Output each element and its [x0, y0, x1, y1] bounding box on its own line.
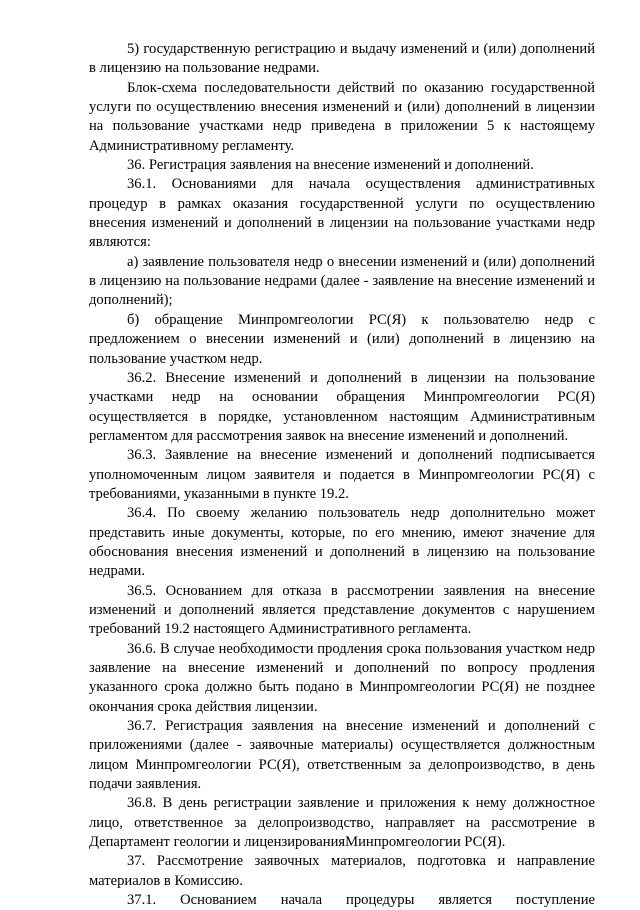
paragraph: 5) государственную регистрацию и выдачу изменений и (или) дополнений в лицензию на пользование недрами. [89, 41, 595, 77]
paragraph: 36.1. Основаниями для начала осуществления административных процедур в рамках оказания государственной услуги по осуществлению внесения изменений и дополнений в лицензии на пользование участками недр являются: [89, 176, 595, 251]
document-page [89, 40, 595, 910]
paragraph: 36.5. Основанием для отказа в рассмотрении заявления на внесение изменений и дополнений является представление документов с нарушением требований 19.2 настоящего Административного регламента. [89, 582, 595, 638]
paragraph: 36.4. По своему желанию пользователь недр дополнительно может представить иные документы, которые, по его мнению, имеют значение для обоснования внесения изменений и дополнений в лицензию на пользование недрами. [89, 505, 595, 580]
section-heading: 36. Регистрация заявления на внесение изменений и дополнений. [127, 157, 534, 174]
list-item: б) обращение Минпромгеологии РС(Я) к пользователю недр с предложением о внесении изменений и (или) дополнений в лицензию на пользование участком недр. [89, 311, 595, 367]
paragraph: 36.2. Внесение изменений и дополнений в лицензии на пользование участками недр на основании обращения Минпромгеологии РС(Я) осуществляется в порядке, установленном настоящим Административным регламентом для рассмотрения заявок на внесение изменений и дополнений. [89, 369, 595, 444]
paragraph: 36.7. Регистрация заявления на внесение изменений и дополнений с приложениями (далее - заявочные материалы) осуществляется должностным лицом Минпромгеологии РС(Я), ответственным за делопроизводство, в день подачи заявления. [89, 718, 595, 793]
list-item: а) заявление пользователя недр о внесении изменений и (или) дополнений в лицензию на пользование недрами (далее - заявление на внесение изменений и дополнений); [89, 253, 595, 309]
section-heading: 37. Рассмотрение заявочных материалов, подготовка и направление материалов в Комиссию. [89, 853, 595, 889]
paragraph: 37.1. Основанием начала процедуры является поступление [127, 892, 595, 909]
paragraph: 36.6. В случае необходимости продления срока пользования участком недр заявление на внесение изменений и дополнений по вопросу продления указанного срока должно быть подано в Минпромгеологии РС(Я) не позднее окончания срока действия лицензии. [89, 640, 595, 715]
paragraph: 36.3. Заявление на внесение изменений и дополнений подписывается уполномоченным лицом заявителя и подается в Минпромгеологии РС(Я) с требованиями, указанными в пункте 19.2. [89, 447, 595, 502]
paragraph: 36.8. В день регистрации заявление и приложения к нему должностное лицо, ответственное за делопроизводство, направляет на рассмотрение в Департамент геологии и лицензированияМинпромгеологии РС(Я). [89, 795, 595, 851]
paragraph: Блок-схема последовательности действий по оказанию государственной услуги по осуществлению внесения изменений и (или) дополнений в лицензии на пользование участками недр приведена в приложении 5 к настоящему Административному регламенту. [89, 79, 595, 154]
